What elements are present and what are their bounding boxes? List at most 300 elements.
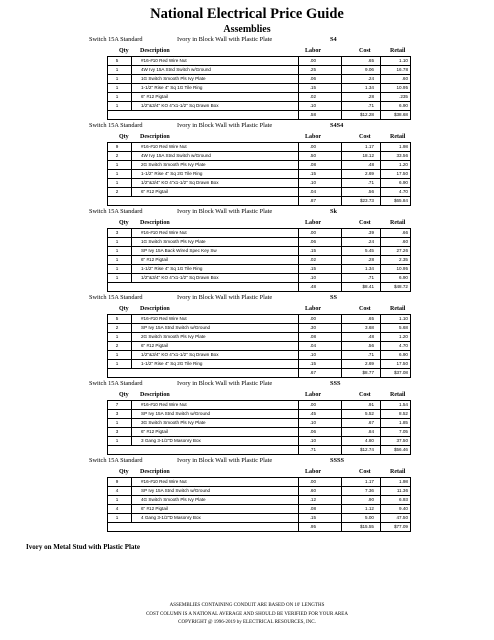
cell-retail: 10.95 bbox=[396, 266, 408, 271]
column-header-retail: Retail bbox=[390, 134, 406, 140]
cell-labor: .00 bbox=[309, 230, 316, 235]
cell-labor: .00 bbox=[309, 402, 316, 407]
column-header-description: Description bbox=[140, 220, 170, 226]
column-divider bbox=[380, 410, 381, 418]
assembly-code: SSSS bbox=[330, 457, 345, 464]
column-divider bbox=[131, 247, 132, 255]
column-header-qty: Qty bbox=[119, 220, 129, 226]
column-header-labor: Labor bbox=[305, 392, 322, 398]
column-divider bbox=[298, 410, 299, 418]
column-divider bbox=[380, 152, 381, 160]
table-row bbox=[108, 419, 410, 428]
assembly-header bbox=[0, 35, 494, 46]
table-row bbox=[108, 487, 410, 496]
cell-cost: .65 bbox=[367, 58, 374, 63]
column-divider bbox=[341, 351, 342, 359]
assembly-description: Ivory in Block Wall with Plastic Plate bbox=[177, 380, 273, 387]
column-divider bbox=[380, 143, 381, 151]
column-divider bbox=[131, 342, 132, 350]
assembly-header bbox=[0, 121, 494, 132]
cell-labor: .15 bbox=[309, 361, 316, 366]
cell-labor: .10 bbox=[309, 438, 316, 443]
column-divider bbox=[341, 410, 342, 418]
column-divider bbox=[341, 360, 342, 368]
column-divider bbox=[380, 369, 381, 377]
column-header-labor: Labor bbox=[305, 220, 322, 226]
column-divider bbox=[131, 229, 132, 237]
column-divider bbox=[341, 75, 342, 83]
cell-qty: 1 bbox=[115, 515, 119, 520]
assembly-table bbox=[107, 218, 411, 292]
table-body bbox=[107, 400, 411, 455]
column-divider bbox=[298, 274, 299, 282]
cell-retail: .60 bbox=[401, 239, 408, 244]
total-labor: .71 bbox=[309, 447, 316, 452]
cell-labor: .15 bbox=[309, 266, 316, 271]
cell-qty: 1 bbox=[115, 275, 119, 280]
column-header-row bbox=[107, 218, 411, 228]
cell-qty: 5 bbox=[115, 316, 119, 321]
column-divider bbox=[341, 57, 342, 65]
column-divider bbox=[298, 75, 299, 83]
column-header-cost: Cost bbox=[359, 220, 371, 226]
cell-labor: .08 bbox=[309, 506, 316, 511]
cell-retail: 2.35 bbox=[399, 257, 408, 262]
cell-retail: 27.26 bbox=[396, 248, 408, 253]
table-body bbox=[107, 228, 411, 292]
column-divider bbox=[298, 523, 299, 531]
footer-note-conduit: ASSEMBLIES CONTAINING CONDUIT ARE BASED ON 10' LENGTHS bbox=[169, 603, 325, 608]
cell-cost: .71 bbox=[367, 103, 374, 108]
cell-labor: .06 bbox=[309, 429, 316, 434]
column-divider bbox=[341, 283, 342, 291]
table-row bbox=[108, 505, 410, 514]
column-divider bbox=[380, 496, 381, 504]
table-row bbox=[108, 247, 410, 256]
assembly-description: Ivory in Block Wall with Plastic Plate bbox=[177, 122, 273, 129]
cell-cost: 3.68 bbox=[365, 325, 374, 330]
column-divider bbox=[298, 496, 299, 504]
cell-description: 2G Switch Smooth Pls Ivy Plate bbox=[141, 334, 206, 339]
cell-labor: .15 bbox=[309, 85, 316, 90]
cell-description: SP Ivy 15A Back Wired Spec Key Sw bbox=[141, 248, 217, 253]
total-labor: .48 bbox=[309, 284, 316, 289]
column-divider bbox=[298, 401, 299, 409]
column-divider bbox=[380, 256, 381, 264]
column-header-row bbox=[107, 304, 411, 314]
column-header-cost: Cost bbox=[359, 392, 371, 398]
column-divider bbox=[298, 351, 299, 359]
cell-description: 1-1/2" Rise 4" Sq 2G Tile Ring bbox=[141, 361, 203, 366]
cell-labor: .10 bbox=[309, 180, 316, 185]
cell-qty: 1 bbox=[115, 76, 119, 81]
table-body bbox=[107, 314, 411, 378]
column-divider bbox=[131, 437, 132, 445]
cell-qty: 1 bbox=[115, 257, 119, 262]
column-header-labor: Labor bbox=[305, 134, 322, 140]
column-divider bbox=[131, 315, 132, 323]
table-row bbox=[108, 93, 410, 102]
column-divider bbox=[131, 410, 132, 418]
cell-labor: .60 bbox=[309, 488, 316, 493]
cell-description: #16-#10 Red Wire Nut bbox=[141, 402, 187, 407]
cell-cost: 9.06 bbox=[365, 67, 374, 72]
cell-description: 6" #12 Pigtail bbox=[141, 94, 168, 99]
cell-labor: .08 bbox=[309, 162, 316, 167]
column-divider bbox=[298, 283, 299, 291]
assembly-table bbox=[107, 46, 411, 120]
cell-retail: 8.52 bbox=[399, 411, 408, 416]
cell-description: #16-#10 Red Wire Nut bbox=[141, 479, 187, 484]
cell-cost: 2.69 bbox=[365, 361, 374, 366]
column-divider bbox=[131, 478, 132, 486]
column-divider bbox=[341, 369, 342, 377]
column-header-description: Description bbox=[140, 48, 170, 54]
column-divider bbox=[341, 333, 342, 341]
assembly-name: Switch 15A Standard bbox=[89, 380, 143, 387]
cell-retail: 1.20 bbox=[399, 162, 408, 167]
cell-cost: 18.12 bbox=[362, 153, 374, 158]
cell-retail: 1.98 bbox=[399, 479, 408, 484]
cell-qty: 1 bbox=[115, 67, 119, 72]
cell-cost: .24 bbox=[367, 239, 374, 244]
cell-labor: .00 bbox=[309, 479, 316, 484]
cell-labor: .02 bbox=[309, 257, 316, 262]
column-header-cost: Cost bbox=[359, 306, 371, 312]
cell-cost: .28 bbox=[367, 94, 374, 99]
column-divider bbox=[380, 161, 381, 169]
assembly-description: Ivory in Block Wall with Plastic Plate bbox=[177, 294, 273, 301]
column-divider bbox=[298, 256, 299, 264]
table-row bbox=[108, 265, 410, 274]
table-row bbox=[108, 170, 410, 179]
assembly-block bbox=[0, 293, 494, 378]
cell-qty: 1 bbox=[115, 361, 119, 366]
cell-cost: 5.00 bbox=[365, 515, 374, 520]
assembly-header bbox=[0, 379, 494, 390]
column-divider bbox=[380, 333, 381, 341]
assembly-code: S4 bbox=[330, 36, 337, 43]
cell-qty: 2 bbox=[115, 343, 119, 348]
cell-labor: .08 bbox=[309, 334, 316, 339]
column-divider bbox=[131, 179, 132, 187]
column-header-labor: Labor bbox=[305, 469, 322, 475]
cell-retail: 37.50 bbox=[396, 438, 408, 443]
table-row bbox=[108, 342, 410, 351]
cell-retail: 17.50 bbox=[396, 171, 408, 176]
cell-description: SP Ivy 15A Stnd Switch w/Ground bbox=[141, 411, 211, 416]
column-header-retail: Retail bbox=[390, 392, 406, 398]
total-labor: .95 bbox=[309, 524, 316, 529]
table-row bbox=[108, 143, 410, 152]
column-divider bbox=[380, 505, 381, 513]
totals-row bbox=[108, 446, 410, 455]
page-title: National Electrical Price Guide bbox=[150, 6, 344, 22]
column-header-qty: Qty bbox=[119, 134, 129, 140]
cell-description: 6" #12 Pigtail bbox=[141, 189, 168, 194]
column-divider bbox=[380, 478, 381, 486]
column-divider bbox=[298, 315, 299, 323]
cell-cost: 1.34 bbox=[365, 266, 374, 271]
cell-cost: 1.34 bbox=[365, 85, 374, 90]
column-divider bbox=[380, 487, 381, 495]
cell-description: 4G Switch Smooth Pls Ivy Plate bbox=[141, 497, 206, 502]
cell-retail: .60 bbox=[401, 76, 408, 81]
cell-description: 1/2"&3/4" KO 4"x1-1/2" Sq Drawn Box bbox=[141, 275, 219, 280]
total-retail: $37.08 bbox=[393, 370, 408, 375]
column-divider bbox=[298, 247, 299, 255]
cell-retail: 1.85 bbox=[399, 420, 408, 425]
column-divider bbox=[131, 333, 132, 341]
cell-cost: .56 bbox=[367, 343, 374, 348]
cell-qty: 1 bbox=[115, 438, 119, 443]
column-divider bbox=[380, 247, 381, 255]
column-divider bbox=[298, 66, 299, 74]
assembly-name: Switch 15A Standard bbox=[89, 294, 143, 301]
cell-qty: 9 bbox=[115, 144, 119, 149]
cell-labor: .06 bbox=[309, 239, 316, 244]
column-divider bbox=[298, 265, 299, 273]
column-divider bbox=[298, 152, 299, 160]
column-divider bbox=[131, 84, 132, 92]
column-divider bbox=[131, 93, 132, 101]
column-divider bbox=[341, 419, 342, 427]
totals-row bbox=[108, 197, 410, 206]
cell-description: 6" #12 Pigtail bbox=[141, 506, 168, 511]
column-divider bbox=[341, 170, 342, 178]
cell-cost: 7.36 bbox=[365, 488, 374, 493]
column-divider bbox=[380, 360, 381, 368]
table-row bbox=[108, 179, 410, 188]
cell-qty: 4 bbox=[115, 488, 119, 493]
column-header-description: Description bbox=[140, 306, 170, 312]
column-divider bbox=[380, 57, 381, 65]
column-header-row bbox=[107, 132, 411, 142]
cell-qty: 2 bbox=[115, 325, 119, 330]
column-divider bbox=[341, 143, 342, 151]
cell-labor: .00 bbox=[309, 316, 316, 321]
cell-qty: 3 bbox=[115, 230, 119, 235]
table-row bbox=[108, 428, 410, 437]
assembly-table bbox=[107, 132, 411, 206]
assembly-table bbox=[107, 467, 411, 532]
table-body bbox=[107, 477, 411, 532]
column-divider bbox=[298, 419, 299, 427]
cell-description: SP Ivy 15A Stnd Switch w/Ground bbox=[141, 488, 211, 493]
cell-qty: 1 bbox=[115, 85, 119, 90]
column-divider bbox=[380, 274, 381, 282]
cell-labor: .10 bbox=[309, 275, 316, 280]
column-divider bbox=[298, 111, 299, 119]
column-divider bbox=[341, 84, 342, 92]
table-row bbox=[108, 478, 410, 487]
cell-description: 6" #12 Pigtail bbox=[141, 429, 168, 434]
column-divider bbox=[341, 93, 342, 101]
total-cost: $8.77 bbox=[362, 370, 374, 375]
column-divider bbox=[380, 84, 381, 92]
column-divider bbox=[341, 111, 342, 119]
cell-labor: .10 bbox=[309, 352, 316, 357]
total-labor: .67 bbox=[309, 370, 316, 375]
cell-labor: .12 bbox=[309, 497, 316, 502]
assembly-block bbox=[0, 35, 494, 120]
assembly-block bbox=[0, 121, 494, 206]
table-row bbox=[108, 256, 410, 265]
column-divider bbox=[380, 238, 381, 246]
column-divider bbox=[341, 229, 342, 237]
cell-description: #16-#10 Red Wire Nut bbox=[141, 144, 187, 149]
cell-retail: 6.93 bbox=[399, 497, 408, 502]
column-divider bbox=[380, 93, 381, 101]
column-divider bbox=[380, 514, 381, 522]
column-header-qty: Qty bbox=[119, 306, 129, 312]
column-header-retail: Retail bbox=[390, 220, 406, 226]
column-divider bbox=[341, 247, 342, 255]
cell-qty: 1 bbox=[115, 171, 119, 176]
column-divider bbox=[341, 487, 342, 495]
cell-retail: 1.54 bbox=[399, 402, 408, 407]
column-header-labor: Labor bbox=[305, 48, 322, 54]
column-header-description: Description bbox=[140, 392, 170, 398]
cell-description: 3G Switch Smooth Pls Ivy Plate bbox=[141, 420, 206, 425]
assembly-name: Switch 15A Standard bbox=[89, 36, 143, 43]
column-divider bbox=[341, 161, 342, 169]
assembly-code: SS bbox=[330, 294, 338, 301]
column-header-cost: Cost bbox=[359, 48, 371, 54]
column-header-qty: Qty bbox=[119, 48, 129, 54]
page-subtitle: Assemblies bbox=[223, 24, 271, 35]
column-divider bbox=[298, 360, 299, 368]
column-divider bbox=[131, 102, 132, 110]
total-cost: $12.74 bbox=[359, 447, 374, 452]
cell-retail: .66 bbox=[401, 230, 408, 235]
cell-description: 6" #12 Pigtail bbox=[141, 257, 168, 262]
cell-qty: 1 bbox=[115, 180, 119, 185]
column-header-row bbox=[107, 46, 411, 56]
column-header-retail: Retail bbox=[390, 306, 406, 312]
closing-heading: Ivory on Metal Stud with Plastic Plate bbox=[26, 543, 140, 551]
table-row bbox=[108, 75, 410, 84]
column-divider bbox=[131, 152, 132, 160]
cell-qty: 1 bbox=[115, 420, 119, 425]
column-divider bbox=[131, 170, 132, 178]
cell-qty: 1 bbox=[115, 162, 119, 167]
column-divider bbox=[341, 102, 342, 110]
cell-retail: .235 bbox=[399, 94, 408, 99]
cell-cost: .84 bbox=[367, 429, 374, 434]
table-row bbox=[108, 333, 410, 342]
cell-qty: 2 bbox=[115, 189, 119, 194]
table-row bbox=[108, 84, 410, 93]
column-divider bbox=[380, 523, 381, 531]
cell-cost: 4.80 bbox=[365, 438, 374, 443]
cell-description: 1G Switch Smooth Pls Ivy Plate bbox=[141, 239, 206, 244]
assembly-block bbox=[0, 379, 494, 455]
cell-description: 1G Switch Smooth Pls Ivy Plate bbox=[141, 76, 206, 81]
cell-cost: .71 bbox=[367, 352, 374, 357]
assembly-code: Sk bbox=[330, 208, 338, 215]
column-divider bbox=[298, 143, 299, 151]
column-divider bbox=[341, 188, 342, 196]
total-cost: $12.28 bbox=[359, 112, 374, 117]
table-row bbox=[108, 161, 410, 170]
cell-labor: .04 bbox=[309, 189, 316, 194]
cell-retail: 11.36 bbox=[396, 488, 408, 493]
column-divider bbox=[298, 84, 299, 92]
assembly-header bbox=[0, 293, 494, 304]
cell-description: 1-1/2" Rise 4" Sq 1G Tile Ring bbox=[141, 85, 203, 90]
table-row bbox=[108, 496, 410, 505]
column-divider bbox=[131, 256, 132, 264]
column-divider bbox=[298, 505, 299, 513]
table-row bbox=[108, 66, 410, 75]
cell-qty: 1 bbox=[115, 497, 119, 502]
column-divider bbox=[131, 487, 132, 495]
table-body bbox=[107, 142, 411, 206]
table-row bbox=[108, 152, 410, 161]
cell-description: 4 Gang 3-1/2"D Masonry Box bbox=[141, 515, 201, 520]
assembly-table bbox=[107, 390, 411, 455]
column-divider bbox=[341, 505, 342, 513]
assembly-code: SSS bbox=[330, 380, 341, 387]
column-divider bbox=[298, 437, 299, 445]
column-divider bbox=[131, 265, 132, 273]
cell-retail: 7.05 bbox=[399, 429, 408, 434]
footer-note-cost: COST COLUMN IS A NATIONAL AVERAGE AND SHOULD BE VERIFIED FOR YOUR AREA bbox=[146, 612, 348, 617]
cell-qty: 1 bbox=[115, 94, 119, 99]
cell-cost: 5.52 bbox=[365, 411, 374, 416]
cell-cost: .39 bbox=[367, 230, 374, 235]
total-cost: $15.55 bbox=[359, 524, 374, 529]
table-row bbox=[108, 229, 410, 238]
column-divider bbox=[131, 351, 132, 359]
cell-description: #16-#10 Red Wire Nut bbox=[141, 316, 187, 321]
cell-qty: 3 bbox=[115, 429, 119, 434]
column-divider bbox=[341, 179, 342, 187]
cell-qty: 1 bbox=[115, 248, 119, 253]
column-divider bbox=[380, 197, 381, 205]
column-divider bbox=[131, 401, 132, 409]
assembly-block bbox=[0, 207, 494, 292]
totals-row bbox=[108, 283, 410, 292]
totals-row bbox=[108, 523, 410, 532]
column-divider bbox=[131, 75, 132, 83]
column-divider bbox=[131, 57, 132, 65]
column-divider bbox=[298, 170, 299, 178]
cell-retail: 6.90 bbox=[399, 180, 408, 185]
table-row bbox=[108, 315, 410, 324]
cell-retail: 1.10 bbox=[399, 316, 408, 321]
column-divider bbox=[131, 238, 132, 246]
column-divider bbox=[380, 188, 381, 196]
column-header-qty: Qty bbox=[119, 469, 129, 475]
column-divider bbox=[298, 229, 299, 237]
cell-labor: .50 bbox=[309, 153, 316, 158]
cell-description: 1/2"&3/4" KO 4"x1-1/2" Sq Drawn Box bbox=[141, 103, 219, 108]
assembly-header bbox=[0, 456, 494, 467]
column-divider bbox=[131, 514, 132, 522]
total-retail: $56.46 bbox=[393, 447, 408, 452]
assembly-code: S4S4 bbox=[330, 122, 344, 129]
column-divider bbox=[380, 179, 381, 187]
assembly-description: Ivory in Block Wall with Plastic Plate bbox=[177, 457, 273, 464]
cell-labor: .15 bbox=[309, 515, 316, 520]
cell-retail: 17.50 bbox=[396, 361, 408, 366]
column-divider bbox=[298, 514, 299, 522]
total-retail: $65.84 bbox=[393, 198, 408, 203]
column-divider bbox=[131, 505, 132, 513]
column-divider bbox=[341, 265, 342, 273]
